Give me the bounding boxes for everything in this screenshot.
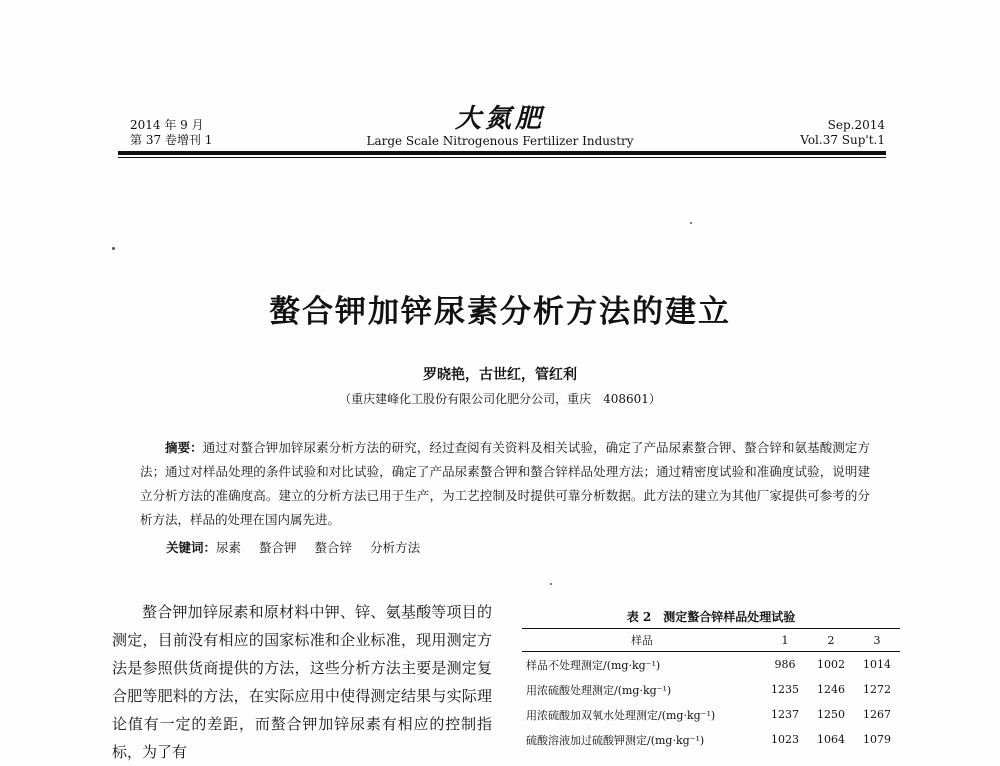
keyword: 螯合钾 xyxy=(259,540,297,555)
article-title: 螯合钾加锌尿素分析方法的建立 xyxy=(269,294,731,330)
header-date-cn: 2014 年 9 月 xyxy=(130,118,204,132)
header-rule-thick xyxy=(118,151,886,155)
table-cell: 1014 xyxy=(863,658,891,671)
abstract xyxy=(140,436,870,532)
table-cell: 1250 xyxy=(817,708,845,721)
table-cell: 1267 xyxy=(863,708,891,721)
table-row xyxy=(522,677,900,702)
keyword: 分析方法 xyxy=(370,540,421,555)
abstract-label: 摘要： xyxy=(165,440,203,455)
table-cell: 1023 xyxy=(771,733,799,746)
header-rule-thin xyxy=(118,157,886,158)
table-cell: 1246 xyxy=(817,683,845,696)
journal-logo-cn: 大氮肥 xyxy=(454,104,545,134)
body-paragraph: 螯合钾加锌尿素和原材料中钾、锌、氨基酸等项目的测定，目前没有相应的国家标准和企业标准，现用测定方法是参照供货商提供的方法，这些分析方法主要是测定复合肥等肥料的方法，在实际应用中使得测定结果与实际理论值有一定的差距，而螯合钾加锌尿素有相应的控制指标，为了有 xyxy=(112,603,492,761)
table-header-cell: 3 xyxy=(854,629,900,652)
table-cell: 样品不处理测定/(mg·kg⁻¹) xyxy=(526,658,661,672)
table-row xyxy=(522,652,900,678)
keyword: 尿素 xyxy=(216,540,242,555)
table2 xyxy=(522,628,900,752)
article-authors: 罗晓艳，古世红，管红利 xyxy=(423,367,577,383)
header-volume-en: Vol.37 Sup't.1 xyxy=(800,133,885,147)
table-cell: 1002 xyxy=(817,658,845,671)
header-volume-cn: 第 37 卷增刊 1 xyxy=(130,133,213,147)
table-header-cell: 2 xyxy=(808,629,854,652)
table-header-cell: 1 xyxy=(762,629,808,652)
table-cell: 1235 xyxy=(771,683,799,696)
journal-name-en: Large Scale Nitrogenous Fertilizer Industry xyxy=(366,134,634,148)
scan-speck xyxy=(690,222,692,224)
table-header-cell: 样品 xyxy=(522,629,762,652)
keyword: 螯合锌 xyxy=(314,540,353,555)
table-cell: 用浓硫酸处理测定/(mg·kg⁻¹) xyxy=(526,683,672,697)
table-cell: 用浓硫酸加双氧水处理测定/(mg·kg⁻¹) xyxy=(526,708,716,722)
keywords-label: 关键词： xyxy=(166,540,217,555)
table-cell: 1079 xyxy=(863,733,891,746)
scan-speck xyxy=(550,583,552,585)
scan-speck xyxy=(112,247,115,250)
header-issue-en xyxy=(800,118,885,148)
table-cell: 1272 xyxy=(863,683,891,696)
table-cell: 1064 xyxy=(817,733,845,746)
table-row xyxy=(522,727,900,752)
table-row xyxy=(522,702,900,727)
table2-caption: 表 2 测定螯合锌样品处理试验 xyxy=(626,610,796,624)
body-column-left xyxy=(112,598,492,766)
table-header-row xyxy=(522,629,900,652)
article-affiliation: （重庆建峰化工股份有限公司化肥分公司，重庆 408601） xyxy=(339,392,661,406)
header-date-en: Sep.2014 xyxy=(827,118,885,132)
table-cell: 1237 xyxy=(771,708,799,721)
keywords xyxy=(166,538,438,556)
table-cell: 986 xyxy=(774,658,796,671)
abstract-text: 通过对螯合钾加锌尿素分析方法的研究，经过查阅有关资料及相关试验，确定了产品尿素螯合钾、螯合锌和氨基酸测定方法；通过对样品处理的条件试验和对比试验，确定了产品尿素螯合钾和螯合锌样品处理方法；通过精密度试验和准确度试验，说明建立分析方法的准确度高。建立的分析方法已用于生产，为工艺控制及时提供可靠分析数据。此方法的建立为其他厂家提供可参考的分析方法，样品的处理在国内属先进。 xyxy=(140,440,870,527)
table-cell: 硫酸溶液加过硫酸钾测定/(mg·kg⁻¹) xyxy=(526,733,705,747)
